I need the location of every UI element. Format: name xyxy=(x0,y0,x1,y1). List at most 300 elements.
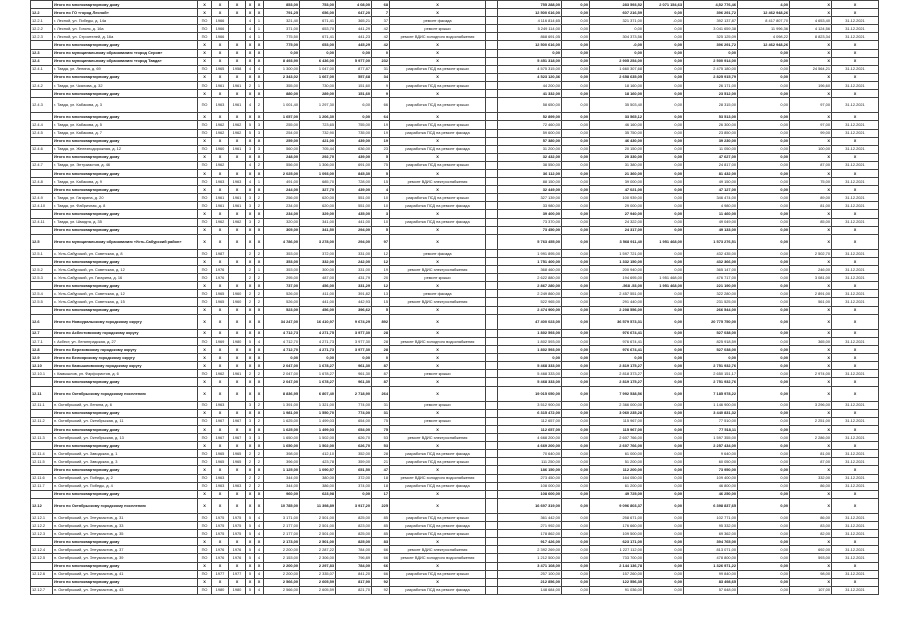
table-cell: 0,00 xyxy=(738,337,790,345)
table-cell: X xyxy=(198,49,212,57)
table-cell: 3 xyxy=(255,434,264,442)
table-cell: 31.12.2021 xyxy=(832,129,879,137)
table-cell: ПО xyxy=(198,337,212,345)
table-cell: 266 544,00 xyxy=(684,306,738,314)
table-cell: 0,00 xyxy=(738,329,790,337)
table-cell: 4 271,73 xyxy=(300,337,336,345)
table-cell: г. Тавда, ул. Фабричная, д. 8 xyxy=(53,202,198,210)
table-cell: X xyxy=(246,41,255,49)
table-cell: 248,00 xyxy=(264,153,300,161)
table-cell: 31.12.2021 xyxy=(832,17,879,25)
table-summary-row xyxy=(31,9,879,17)
table-cell: 1 xyxy=(255,266,264,274)
table-cell: 0,00 xyxy=(738,145,790,153)
table-cell: ремонт ВДИС электроснабжения xyxy=(390,178,486,186)
table-cell xyxy=(31,113,53,121)
table-cell: п. Октябрьский, ул. Энтузиастов, д. 35 xyxy=(53,530,198,538)
table-cell: 5 xyxy=(246,530,255,538)
table-cell: X xyxy=(255,210,264,218)
table-cell: 737,00 xyxy=(264,282,300,290)
table-cell: с. Усть-Сабурский, ул. Советская, д. 15 xyxy=(53,298,198,306)
table-cell: X xyxy=(198,490,212,498)
table-cell: 3 xyxy=(246,417,255,425)
table-cell: 359,00 xyxy=(336,458,372,466)
table-cell: X xyxy=(790,186,832,194)
table-cell: X xyxy=(229,186,246,194)
table-cell: 1962 xyxy=(212,121,229,129)
table-cell: 607 216,59 xyxy=(590,9,644,17)
table-summary-row xyxy=(31,578,879,586)
table-row xyxy=(31,514,879,522)
table-cell: 671,41 xyxy=(300,17,336,25)
table-cell xyxy=(31,490,53,498)
table-cell: 976 674,41 xyxy=(590,329,644,337)
table-cell: 151,60 xyxy=(336,81,372,89)
table-cell: 1 321,00 xyxy=(300,401,336,409)
table-cell: с. Усть-Сабурский, ул. Советская, д. 12 xyxy=(53,290,198,298)
table-cell: 31.12.2021 xyxy=(832,194,879,202)
table-cell: 31.12.2021 xyxy=(832,530,879,538)
table-cell: 244,00 xyxy=(264,186,300,194)
table-cell: X xyxy=(255,113,264,121)
table-cell: X xyxy=(832,490,879,498)
table-cell: 2 173,00 xyxy=(264,538,300,546)
table-cell: 86,00 xyxy=(790,514,832,522)
table-cell: 441,00 xyxy=(300,298,336,306)
table-cell: 1975 xyxy=(212,514,229,522)
table-cell: 0,00 xyxy=(738,442,790,450)
table-cell: 186 150,00 xyxy=(498,466,562,474)
table-cell: X xyxy=(832,378,879,386)
table-cell: X xyxy=(790,354,832,362)
table-cell: 526,00 xyxy=(264,298,300,306)
table-cell: 0,00 xyxy=(562,530,590,538)
table-cell: 44 200,00 xyxy=(498,81,562,89)
table-cell: 31 xyxy=(372,65,390,73)
table-cell: 2 177,00 xyxy=(264,522,300,530)
table-cell: 2 825 915,79 xyxy=(684,73,738,81)
table-cell: 115 967,00 xyxy=(590,417,644,425)
table-cell: 2 257 434,00 xyxy=(684,442,738,450)
table-cell: X xyxy=(790,137,832,145)
table-cell: X xyxy=(832,153,879,161)
table-cell: 31.12.2021 xyxy=(832,65,879,73)
table-cell: 0,00 xyxy=(644,346,684,354)
table-cell: 39 230,00 xyxy=(684,137,738,145)
table-cell: 232 xyxy=(372,57,390,65)
table-cell xyxy=(486,65,498,73)
table-cell: 1 625,00 xyxy=(264,417,300,425)
table-cell: 2 566,00 xyxy=(264,578,300,586)
table-cell: 636,00 xyxy=(336,145,372,153)
table-cell: ПО xyxy=(198,570,212,578)
table-cell: 107,00 xyxy=(790,586,832,594)
table-cell: 4 786,00 xyxy=(264,234,300,249)
table-cell: ремонт крыши xyxy=(390,370,486,378)
table-summary-row xyxy=(31,41,879,49)
table-cell: 2 500 914,00 xyxy=(684,57,738,65)
table-cell: 0,00 xyxy=(738,458,790,466)
table-cell: 234,00 xyxy=(264,210,300,218)
table-cell: 0,00 xyxy=(562,258,590,266)
table-cell: 2 335,07 xyxy=(300,570,336,578)
table-cell: 1 391,00 xyxy=(264,401,300,409)
table-cell: 12.4.4 xyxy=(31,121,53,129)
table-cell xyxy=(486,354,498,362)
table-cell: X xyxy=(246,73,255,81)
table-cell: ПО xyxy=(198,33,212,41)
table-cell: 0,00 xyxy=(738,530,790,538)
table-cell: 1975 xyxy=(212,530,229,538)
table-cell: 0,00 xyxy=(644,129,684,137)
table-cell: 36 579 573,31 xyxy=(590,314,644,329)
table-cell: X xyxy=(832,442,879,450)
table-cell: 20 330,00 xyxy=(590,153,644,161)
table-cell: X xyxy=(212,378,229,386)
table-cell xyxy=(229,401,246,409)
table-cell: 1 502,00 xyxy=(300,442,336,450)
table-cell: 2 819 175,27 xyxy=(590,378,644,386)
table-cell: 109 500,00 xyxy=(590,530,644,538)
table-cell: X xyxy=(229,329,246,337)
table-cell: 0,00 xyxy=(562,466,590,474)
table-cell: 87 xyxy=(372,378,390,386)
table-cell: 28 xyxy=(372,346,390,354)
table-row xyxy=(31,274,879,282)
table-cell: 31.12.2021 xyxy=(832,161,879,169)
table-cell: ремонт ВДИС холодного водоснабжения xyxy=(390,33,486,41)
table-cell: X xyxy=(229,57,246,65)
table-cell: 194 695,00 xyxy=(590,274,644,282)
table-row xyxy=(31,121,879,129)
table-cell: 0,00 xyxy=(644,417,684,425)
table-cell: 0,00 xyxy=(562,425,590,433)
table-cell: Итого по многоквартирному дому xyxy=(53,1,198,9)
table-cell: 61 000,00 xyxy=(590,450,644,458)
table-cell: 2 622 880,00 xyxy=(498,274,562,282)
table-cell: ремонт крыши xyxy=(390,417,486,425)
table-row xyxy=(31,401,879,409)
table-cell: 95 332,00 xyxy=(684,522,738,530)
table-cell: 12.4.8 xyxy=(31,178,53,186)
table-cell: X xyxy=(790,73,832,81)
table-cell xyxy=(486,370,498,378)
table-cell: X xyxy=(246,329,255,337)
table-cell: 0,00 xyxy=(562,329,590,337)
table-cell: 2 153,00 xyxy=(264,554,300,562)
table-cell: X xyxy=(832,346,879,354)
table-cell: X xyxy=(832,113,879,121)
table-cell: 1 802 593,00 xyxy=(498,337,562,345)
table-cell: 0,00 xyxy=(644,194,684,202)
table-row xyxy=(31,546,879,554)
table-cell xyxy=(229,266,246,274)
table-cell: ПО xyxy=(198,522,212,530)
table-cell: Итого по многоквартирному дому xyxy=(53,113,198,121)
table-cell: 1965 xyxy=(229,458,246,466)
table-cell: 4 523 120,36 xyxy=(498,73,562,81)
table-cell: X xyxy=(212,466,229,474)
table-cell: X xyxy=(832,538,879,546)
table-cell: 178 862,00 xyxy=(498,530,562,538)
table-cell: г. Камышлов, ул. Фарфористов, д. 6 xyxy=(53,370,198,378)
table-cell: 3 296,00 xyxy=(790,401,832,409)
table-cell: X xyxy=(229,538,246,546)
table-cell: ремонт ВДИС электроснабжения xyxy=(390,298,486,306)
table-cell: X xyxy=(832,234,879,249)
table-cell: 0,00 xyxy=(738,186,790,194)
table-cell: 825 918,59 xyxy=(684,337,738,345)
table-cell: 3 977,30 xyxy=(336,337,372,345)
table-cell: 66 xyxy=(372,562,390,570)
table-cell: 283 593,52 xyxy=(590,1,644,9)
table-summary-row xyxy=(31,306,879,314)
table-cell: 289,00 xyxy=(300,90,336,98)
table-cell: 0,00 xyxy=(644,25,684,33)
table-cell: 344,00 xyxy=(264,482,300,490)
table-cell: 976 674,41 xyxy=(590,337,644,345)
table-cell: ПО xyxy=(198,202,212,210)
table-cell: X xyxy=(790,538,832,546)
table-cell: 3 081,00 xyxy=(790,274,832,282)
table-cell: 28 xyxy=(372,450,390,458)
table-cell: 456,00 xyxy=(300,282,336,290)
table-cell: 0,00 xyxy=(738,234,790,249)
table-cell: г. Лесной, ул. Гоголя, д. 16а xyxy=(53,25,198,33)
table-cell: 626,70 xyxy=(336,434,372,442)
table-cell: ремонт крыши xyxy=(390,25,486,33)
table-cell: X xyxy=(198,498,212,513)
table-cell: 3 917,20 xyxy=(336,498,372,513)
table-cell: 32 449,00 xyxy=(498,186,562,194)
table-cell: X xyxy=(390,186,486,194)
table-cell xyxy=(486,25,498,33)
table-cell: 31.12.2021 xyxy=(832,266,879,274)
table-cell: X xyxy=(229,153,246,161)
table-cell: X xyxy=(212,113,229,121)
table-cell: 1967 xyxy=(212,434,229,442)
table-cell: X xyxy=(229,282,246,290)
table-cell: 331,29 xyxy=(336,282,372,290)
table-cell: 1967 xyxy=(212,417,229,425)
table-cell: 12.12.6 xyxy=(31,570,53,578)
table-cell: 1 332 150,00 xyxy=(590,258,644,266)
table-cell: 0,00 xyxy=(644,9,684,17)
table-cell: X xyxy=(390,41,486,49)
table-cell: 331,00 xyxy=(336,266,372,274)
table-cell: X xyxy=(229,362,246,370)
table-cell: 57 648,00 xyxy=(684,586,738,594)
table-cell xyxy=(486,570,498,578)
table-cell: X xyxy=(832,329,879,337)
table-row xyxy=(31,178,879,186)
table-cell: 0,00 xyxy=(644,137,684,145)
table-cell: 331,00 xyxy=(336,249,372,257)
table-cell: 2 xyxy=(255,458,264,466)
table-cell xyxy=(486,314,498,329)
table-cell: X xyxy=(790,378,832,386)
table-cell: X xyxy=(246,258,255,266)
table-cell: X xyxy=(255,41,264,49)
table-cell: 12 462 948,26 xyxy=(738,9,790,17)
table-cell: 12.5 xyxy=(31,234,53,249)
table-cell: 917 426,00 xyxy=(498,538,562,546)
table-cell xyxy=(31,90,53,98)
table-cell: 365,21 xyxy=(336,17,372,25)
table-cell: 1961 xyxy=(229,81,246,89)
table-cell: 1966 xyxy=(212,17,229,25)
table-cell: 2 286,00 xyxy=(790,434,832,442)
table-cell: 33 565,12 xyxy=(590,113,644,121)
table-cell: 31.12.2021 xyxy=(832,458,879,466)
table-cell: 396,00 xyxy=(264,458,300,466)
table-cell: X xyxy=(198,562,212,570)
table-cell: 491,00 xyxy=(264,178,300,186)
table-cell xyxy=(31,538,53,546)
table-cell: 0,00 xyxy=(738,522,790,530)
table-cell xyxy=(486,554,498,562)
table-cell: Итого по многоквартирному дому xyxy=(53,258,198,266)
table-summary-row xyxy=(31,378,879,386)
table-cell: 31.12.2021 xyxy=(832,121,879,129)
table-cell: 0,00 xyxy=(644,570,684,578)
table-cell: 0,00 xyxy=(738,90,790,98)
table-cell: 0,00 xyxy=(644,65,684,73)
table-cell: 39 000,00 xyxy=(590,178,644,186)
table-cell: разработка ПСД на ремонт фасада xyxy=(390,129,486,137)
table-summary-row xyxy=(31,49,879,57)
table-cell: 1960 xyxy=(212,145,229,153)
table-cell: ПО xyxy=(198,401,212,409)
table-cell: X xyxy=(390,90,486,98)
table-cell: 2 xyxy=(246,81,255,89)
table-cell: X xyxy=(390,425,486,433)
table-cell xyxy=(486,401,498,409)
table-cell: Итого по многоквартирному дому xyxy=(53,169,198,177)
table-cell xyxy=(486,178,498,186)
table-cell: 1 660 307,68 xyxy=(590,65,644,73)
table-cell: Итого по Асбестовскому городскому округу xyxy=(53,329,198,337)
table-cell: 0,00 xyxy=(644,562,684,570)
table-cell: 1961 xyxy=(229,98,246,113)
table-cell: 961,30 xyxy=(336,370,372,378)
table-cell: 1965 xyxy=(212,458,229,466)
table-cell: X xyxy=(246,169,255,177)
table-cell: X xyxy=(790,153,832,161)
table-cell xyxy=(229,17,246,25)
table-cell: Итого по муниципальному образованию «город Серов» xyxy=(53,49,198,57)
table-cell: 31.12.2021 xyxy=(832,337,879,345)
table-cell: 12 462 948,26 xyxy=(738,41,790,49)
table-cell xyxy=(31,137,53,145)
table-summary-row xyxy=(31,90,879,98)
table-cell: 31 xyxy=(372,401,390,409)
table-cell: 23 xyxy=(372,145,390,153)
table-cell: 0,00 xyxy=(562,450,590,458)
table-cell: 12.11.4 xyxy=(31,450,53,458)
table-cell: X xyxy=(212,386,229,401)
table-cell: 12.2.1 xyxy=(31,17,53,25)
table-cell: X xyxy=(229,306,246,314)
table-cell: X xyxy=(255,498,264,513)
table-cell: X xyxy=(832,9,879,17)
table-row xyxy=(31,25,879,33)
table-cell: 31.12.2021 xyxy=(832,570,879,578)
table-cell: 411,00 xyxy=(300,290,336,298)
table-cell: X xyxy=(229,386,246,401)
table-cell: 20 775 750,00 xyxy=(684,314,738,329)
table-cell: 2 208 556,00 xyxy=(590,306,644,314)
table-cell: 4 712,73 xyxy=(264,329,300,337)
table-cell: 5 xyxy=(246,514,255,522)
table-cell: X xyxy=(212,498,229,513)
table-cell: 31.12.2021 xyxy=(832,474,879,482)
table-cell: 0,00 xyxy=(562,354,590,362)
table-cell: 73 450,00 xyxy=(498,226,562,234)
table-cell: 671,41 xyxy=(300,33,336,41)
table-cell: Итого по многоквартирному дому xyxy=(53,578,198,586)
table-cell: X xyxy=(390,282,486,290)
table-cell: 51 200,00 xyxy=(590,458,644,466)
table-cell xyxy=(31,282,53,290)
table-cell xyxy=(486,113,498,121)
table-cell: 4 712,70 xyxy=(264,346,300,354)
table-cell: 258 671,00 xyxy=(590,514,644,522)
table-cell: X xyxy=(212,234,229,249)
table-cell: 0,00 xyxy=(738,386,790,401)
table-cell: 0,00 xyxy=(562,514,590,522)
table-summary-row xyxy=(31,409,879,417)
table-cell: 1965 xyxy=(212,450,229,458)
table-cell: Итого по ГО «город Лесной» xyxy=(53,9,198,17)
table-cell: 255,00 xyxy=(264,121,300,129)
table-cell: 412,10 xyxy=(300,450,336,458)
table-cell: 0,00 xyxy=(644,161,684,169)
table-cell: 423,78 xyxy=(300,458,336,466)
table-cell: 8 823,34 xyxy=(790,33,832,41)
table-cell: Итого по многоквартирному дому xyxy=(53,409,198,417)
table-cell: X xyxy=(198,378,212,386)
table-cell: 1963 xyxy=(212,482,229,490)
table-row xyxy=(31,434,879,442)
table-cell: разработка ПСД на ремонт крыши xyxy=(390,570,486,578)
table-cell: X xyxy=(390,538,486,546)
table-cell: 0,00 xyxy=(644,306,684,314)
table-cell: 4 xyxy=(255,530,264,538)
table-cell: 0,00 xyxy=(738,178,790,186)
table-cell: X xyxy=(390,346,486,354)
table-cell: 0,00 xyxy=(738,370,790,378)
table-cell: 0,00 xyxy=(562,161,590,169)
table-cell: 2 718,90 xyxy=(336,386,372,401)
table-cell: 112 657,00 xyxy=(498,425,562,433)
table-cell: 73 370,00 xyxy=(498,218,562,226)
table-cell: 100 939,00 xyxy=(590,194,644,202)
table-cell: г. Тавда, ул. Ленина, д. 69 xyxy=(53,65,198,73)
table-cell: 692,00 xyxy=(790,546,832,554)
table-cell: X xyxy=(255,378,264,386)
table-summary-row xyxy=(31,258,879,266)
table-cell: 2 071 154,63 xyxy=(644,1,684,9)
table-cell: 69 362,00 xyxy=(684,530,738,538)
table-cell: 0,00 xyxy=(336,113,372,121)
table-cell: 12.5.2 xyxy=(31,266,53,274)
table-cell: 16 410,97 xyxy=(300,314,336,329)
table-row xyxy=(31,194,879,202)
table-cell: 0,00 xyxy=(738,282,790,290)
table-cell: X xyxy=(212,538,229,546)
table-cell: 1963 xyxy=(229,178,246,186)
